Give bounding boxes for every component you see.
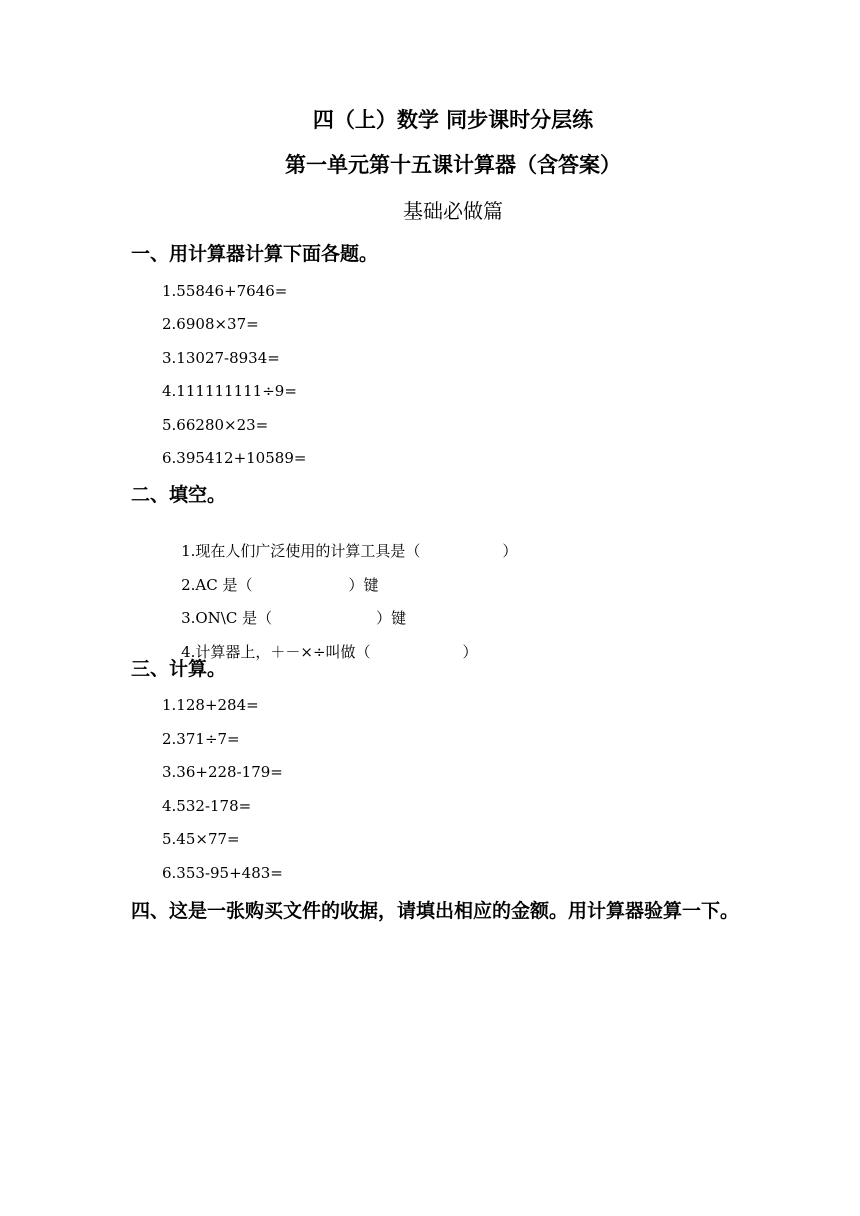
section-1-item: 6.395412+10589= bbox=[162, 449, 307, 467]
page-title: 四（上）数学 同步课时分层练 bbox=[312, 108, 594, 132]
fill-blank-text: ）键 bbox=[376, 609, 407, 627]
section-1-item: 5.66280×23= bbox=[162, 416, 269, 434]
section-1-item: 4.111111111÷9= bbox=[162, 382, 297, 400]
section-4-heading: 四、这是一张购买文件的收据，请填出相应的金额。用计算器验算一下。 bbox=[131, 900, 740, 922]
section-1-item: 2.6908×37= bbox=[162, 315, 259, 333]
section-3-item: 3.36+228-179= bbox=[162, 763, 283, 781]
section-2-heading: 二、填空。 bbox=[131, 484, 227, 506]
section-3-item: 1.128+284= bbox=[162, 696, 259, 714]
fill-blank-text: 2.AC 是（ bbox=[181, 576, 253, 594]
fill-blank-text: 3.ON\C 是（ bbox=[181, 609, 273, 627]
section-3-item: 6.353-95+483= bbox=[162, 864, 283, 882]
section-level-label: 基础必做篇 bbox=[403, 199, 503, 223]
section-1-heading: 一、用计算器计算下面各题。 bbox=[131, 243, 379, 265]
page-subtitle-lesson: 第一单元第十五课计算器（含答案） bbox=[285, 153, 621, 177]
fill-blank-text: 1.现在人们广泛使用的计算工具是（ bbox=[181, 542, 421, 560]
section-3-heading: 三、计算。 bbox=[131, 658, 227, 680]
section-3-item: 5.45×77= bbox=[162, 830, 240, 848]
section-3-item: 4.532-178= bbox=[162, 797, 252, 815]
fill-blank-text: ） bbox=[462, 643, 478, 661]
section-3-item: 2.371÷7= bbox=[162, 730, 240, 748]
fill-blank-text: ） bbox=[502, 542, 518, 560]
fill-blank-text: ）键 bbox=[348, 576, 379, 594]
section-1-item: 3.13027-8934= bbox=[162, 349, 280, 367]
fill-blank-text: 4.计算器上，＋－×÷叫做（ bbox=[181, 643, 371, 661]
section-1-item: 1.55846+7646= bbox=[162, 282, 288, 300]
